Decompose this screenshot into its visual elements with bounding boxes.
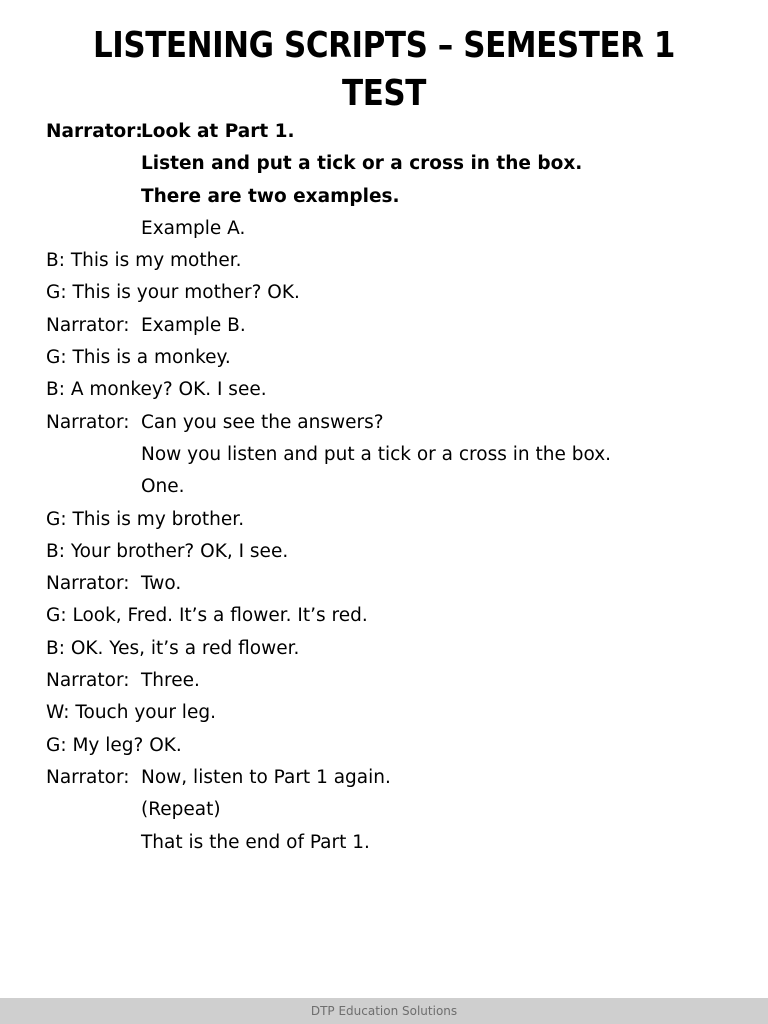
script-line	[46, 181, 746, 213]
speaker-label	[46, 827, 141, 859]
line-text: Now, listen to Part 1 again.	[141, 766, 391, 788]
speaker-label: G:	[46, 605, 67, 627]
line-text: That is the end of Part 1.	[141, 831, 370, 853]
line-text: (Repeat)	[141, 799, 221, 821]
speaker-label: Narrator:	[46, 670, 130, 692]
speaker-label	[46, 148, 141, 180]
speaker-label: Narrator:	[46, 766, 130, 788]
line-text: A monkey? OK. I see.	[70, 379, 267, 401]
script-line	[46, 827, 746, 859]
script-line	[46, 374, 746, 406]
line-text: Example B.	[141, 314, 246, 336]
line-text: Three.	[141, 670, 200, 692]
line-text: This is a monkey.	[72, 347, 231, 369]
line-text: This is my mother.	[70, 250, 242, 272]
script-line	[46, 407, 746, 439]
speaker-label: G:	[46, 347, 67, 369]
speaker-label: B:	[46, 540, 65, 562]
line-text: There are two examples.	[141, 185, 400, 207]
speaker-label	[46, 471, 141, 503]
speaker-label: Narrator:	[46, 573, 130, 595]
speaker-label: B:	[46, 379, 65, 401]
script-line	[46, 310, 746, 342]
script-line	[46, 762, 746, 794]
line-text: This is my brother.	[72, 508, 245, 530]
script-line	[46, 245, 746, 277]
script-line	[46, 697, 746, 729]
speaker-label: G:	[46, 282, 67, 304]
script-line	[46, 633, 746, 665]
speaker-label	[46, 439, 141, 471]
line-text: Listen and put a tick or a cross in the box.	[141, 153, 583, 175]
footer-bar	[0, 998, 768, 1024]
line-text: Look at Part 1.	[141, 121, 295, 142]
listening-script	[46, 116, 746, 859]
line-text: OK. Yes, it’s a red flower.	[70, 637, 300, 659]
line-text: Now you listen and put a tick or a cross in the box.	[141, 443, 612, 465]
line-text: One.	[141, 476, 185, 498]
line-text: Your brother? OK, I see.	[70, 540, 289, 562]
line-text: Can you see the answers?	[141, 411, 384, 433]
script-line	[46, 536, 746, 568]
script-line	[46, 504, 746, 536]
line-text: Touch your leg.	[75, 702, 216, 724]
line-text: This is your mother? OK.	[72, 282, 300, 304]
speaker-label	[46, 213, 141, 245]
speaker-label	[46, 794, 141, 826]
speaker-label: G:	[46, 734, 67, 756]
script-line	[46, 471, 746, 503]
speaker-label: Narrator:	[46, 411, 130, 433]
speaker-label: W:	[46, 702, 70, 724]
speaker-label: B:	[46, 637, 65, 659]
speaker-label: Narrator:	[46, 314, 130, 336]
script-line	[46, 116, 746, 148]
line-text: My leg? OK.	[72, 734, 182, 756]
speaker-label: Narrator:	[46, 121, 143, 142]
line-text: Two.	[141, 573, 182, 595]
script-line	[46, 342, 746, 374]
footer-text: DTP Education Solutions	[310, 1004, 458, 1018]
script-line	[46, 213, 746, 245]
line-text: Look, Fred. It’s a flower. It’s red.	[72, 605, 368, 627]
script-line	[46, 568, 746, 600]
script-line	[46, 794, 746, 826]
script-line	[46, 148, 746, 180]
speaker-label	[46, 181, 141, 213]
script-line	[46, 665, 746, 697]
speaker-label: B:	[46, 250, 65, 272]
line-text: Example A.	[141, 217, 246, 239]
script-line	[46, 277, 746, 309]
script-line	[46, 439, 746, 471]
script-line	[46, 600, 746, 632]
page-title: LISTENING SCRIPTS – SEMESTER 1 TEST	[92, 25, 676, 114]
speaker-label: G:	[46, 508, 67, 530]
script-line	[46, 730, 746, 762]
